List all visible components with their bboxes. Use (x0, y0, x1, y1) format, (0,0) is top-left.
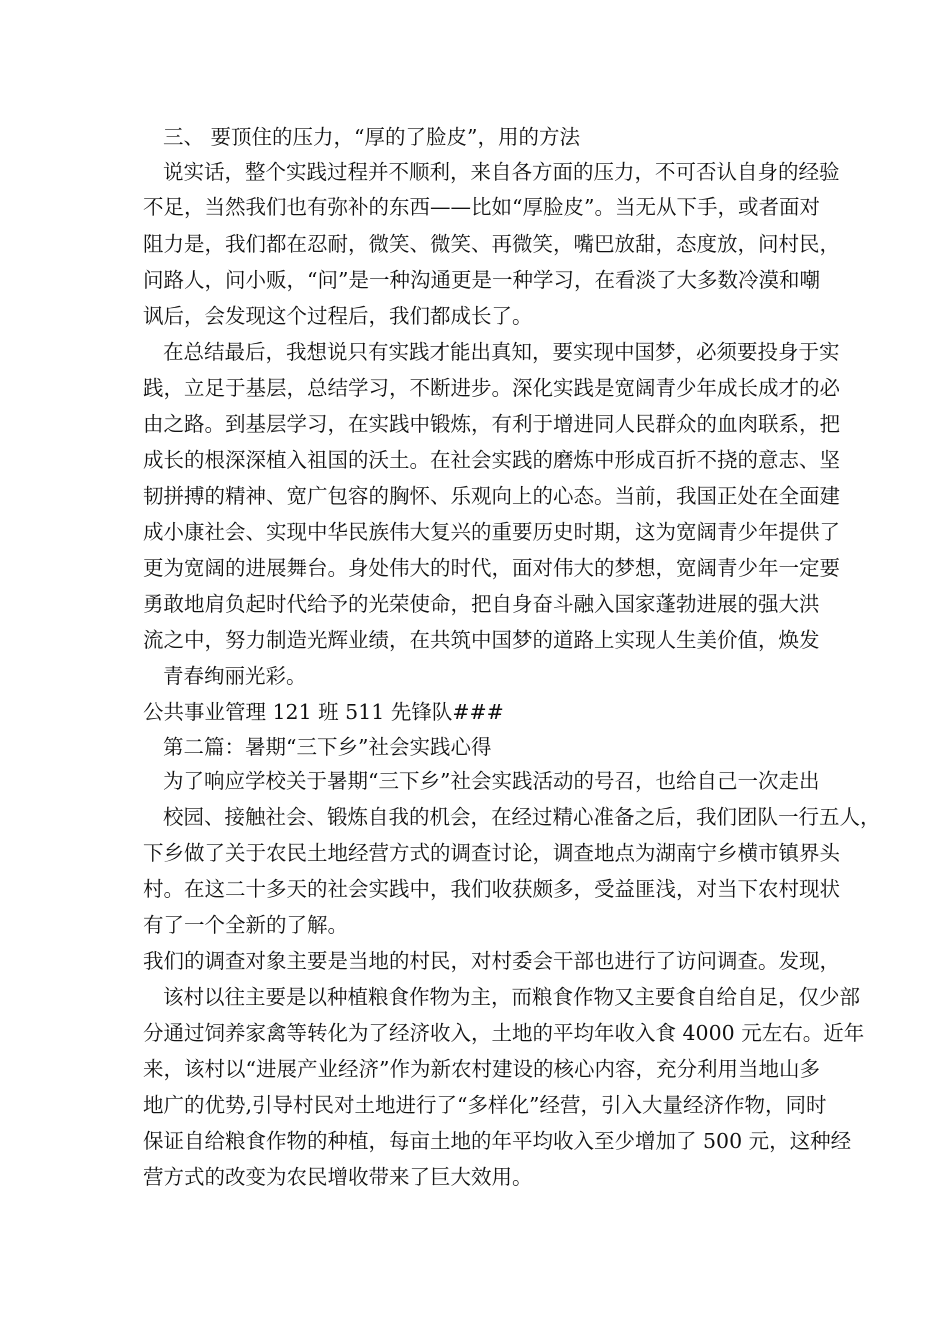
paragraph-line: 讽后，会发现这个过程后，我们都成长了。 (143, 304, 533, 328)
paragraph-line: 成小康社会、实现中华民族伟大复兴的重要历史时期，这为宽阔青少年提供了 (143, 520, 840, 544)
paragraph-line: 践，立足于基层，总结学习，不断进步。深化实践是宽阔青少年成长成才的必 (143, 376, 840, 400)
paragraph-line: 村。在这二十多天的社会实践中，我们收获颇多，受益匪浅，对当下农村现状 (143, 877, 840, 901)
paragraph-line: 不足，当然我们也有弥补的东西——比如“厚脸皮”。当无从下手，或者面对 (143, 195, 820, 219)
paragraph-line: 流之中，努力制造光辉业绩，在共筑中国梦的道路上实现人生美价值，焕发 (143, 628, 820, 652)
paragraph-line: 青春绚丽光彩。 (163, 664, 307, 688)
paragraph-line: 说实话，整个实践过程并不顺利，来自各方面的压力，不可否认自身的经验 (163, 160, 840, 184)
paragraph-line: 保证自给粮食作物的种植，每亩土地的年平均收入至少增加了 500 元，这种经 (143, 1129, 852, 1153)
paragraph-line: 成长的根深深植入祖国的沃土。在社会实践的磨炼中形成百折不挠的意志、坚 (143, 448, 840, 472)
section-heading: 三、 要顶住的压力，“厚的了脸皮”，用的方法 (163, 125, 580, 149)
paragraph-line: 下乡做了关于农民土地经营方式的调查讨论，调查地点为湖南宁乡横市镇界头 (143, 841, 840, 865)
paragraph-line: 公共事业管理 121 班 511 先锋队### (143, 700, 504, 724)
paragraph-line: 该村以往主要是以种植粮食作物为主，而粮食作物又主要食自给自足，仅少部 (163, 985, 860, 1009)
paragraph-line: 在总结最后，我想说只有实践才能出真知，要实现中国梦，必须要投身于实 (163, 340, 840, 364)
paragraph-line: 营方式的改变为农民增收带来了巨大效用。 (143, 1165, 533, 1189)
paragraph-line: 由之路。到基层学习，在实践中锻炼，有利于增进同人民群众的血肉联系，把 (143, 412, 840, 436)
paragraph-line: 勇敢地肩负起时代给予的光荣使命，把自身奋斗融入国家蓬勃进展的强大洪 (143, 592, 820, 616)
paragraph-line: 地广的优势,引导村民对土地进行了“多样化”经营，引入大量经济作物，同时 (143, 1093, 827, 1117)
signature-line: 第二篇：暑期“三下乡”社会实践心得 (163, 735, 492, 759)
paragraph-line: 更为宽阔的进展舞台。身处伟大的时代，面对伟大的梦想，宽阔青少年一定要 (143, 556, 840, 580)
paragraph-line: 来，该村以“进展产业经济”作为新农村建设的核心内容，充分利用当地山多 (143, 1057, 820, 1081)
paragraph-line: 校园、接触社会、锻炼自我的机会，在经过精心准备之后，我们团队一行五人， (163, 805, 881, 829)
paragraph-line: 分通过饲养家禽等转化为了经济收入，土地的平均年收入食 4000 元左右。近年 (143, 1021, 865, 1045)
paragraph-line: 我们的调查对象主要是当地的村民，对村委会干部也进行了访问调查。发现， (143, 949, 840, 973)
paragraph-line: 问路人，问小贩，“问”是一种沟通更是一种学习，在看淡了大多数冷漠和嘲 (143, 268, 820, 292)
paragraph-line: 有了一个全新的了解。 (143, 913, 348, 937)
paragraph-line: 阻力是，我们都在忍耐，微笑、微笑、再微笑，嘴巴放甜，态度放，问村民， (143, 232, 840, 256)
chapter-heading: 为了响应学校关于暑期“三下乡”社会实践活动的号召，也给自己一次走出 (163, 769, 820, 793)
paragraph-line: 韧拼搏的精神、宽广包容的胸怀、乐观向上的心态。当前，我国正处在全面建 (143, 484, 840, 508)
